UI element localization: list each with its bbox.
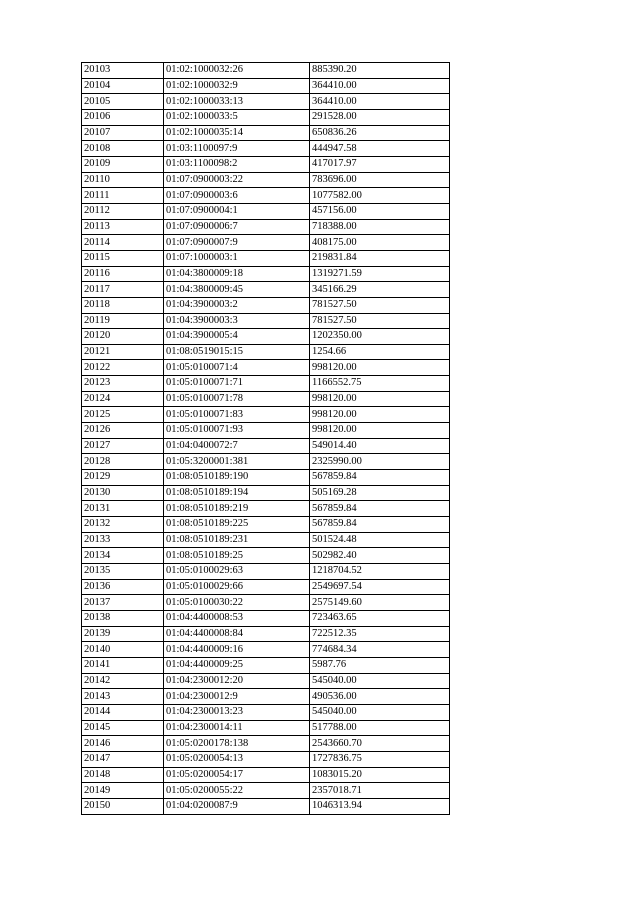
value-cell: 2549697.54 — [310, 579, 450, 595]
row-number-cell: 20150 — [82, 798, 164, 814]
cadastral-number-cell: 01:02:1000033:5 — [164, 109, 310, 125]
cadastral-number-cell: 01:07:0900007:9 — [164, 235, 310, 251]
row-number-cell: 20139 — [82, 626, 164, 642]
row-number-cell: 20107 — [82, 125, 164, 141]
cadastral-number-cell: 01:03:1100097:9 — [164, 141, 310, 157]
data-table — [81, 62, 450, 815]
value-cell: 650836.26 — [310, 125, 450, 141]
table-row — [82, 141, 450, 157]
row-number-cell: 20132 — [82, 517, 164, 533]
table-row — [82, 736, 450, 752]
value-cell: 998120.00 — [310, 407, 450, 423]
value-cell: 549014.40 — [310, 438, 450, 454]
value-cell: 1202350.00 — [310, 329, 450, 345]
row-number-cell: 20131 — [82, 501, 164, 517]
row-number-cell: 20138 — [82, 610, 164, 626]
cadastral-number-cell: 01:05:0200054:17 — [164, 767, 310, 783]
table-row — [82, 642, 450, 658]
cadastral-number-cell: 01:04:3900003:2 — [164, 297, 310, 313]
cadastral-number-cell: 01:04:2300012:9 — [164, 689, 310, 705]
table-row — [82, 109, 450, 125]
cadastral-number-cell: 01:08:0510189:219 — [164, 501, 310, 517]
table-row — [82, 78, 450, 94]
table-row — [82, 125, 450, 141]
row-number-cell: 20119 — [82, 313, 164, 329]
row-number-cell: 20112 — [82, 203, 164, 219]
cadastral-number-cell: 01:04:0400072:7 — [164, 438, 310, 454]
table-row — [82, 517, 450, 533]
row-number-cell: 20115 — [82, 250, 164, 266]
table-row — [82, 313, 450, 329]
value-cell: 718388.00 — [310, 219, 450, 235]
cadastral-number-cell: 01:04:2300014:11 — [164, 720, 310, 736]
table-body — [82, 63, 450, 815]
table-row — [82, 783, 450, 799]
row-number-cell: 20134 — [82, 548, 164, 564]
table-row — [82, 610, 450, 626]
value-cell: 1166552.75 — [310, 376, 450, 392]
cadastral-number-cell: 01:07:0900004:1 — [164, 203, 310, 219]
value-cell: 291528.00 — [310, 109, 450, 125]
cadastral-number-cell: 01:05:0100029:63 — [164, 564, 310, 580]
cadastral-number-cell: 01:04:4400009:25 — [164, 657, 310, 673]
table-row — [82, 156, 450, 172]
row-number-cell: 20118 — [82, 297, 164, 313]
value-cell: 1077582.00 — [310, 188, 450, 204]
table-row — [82, 579, 450, 595]
table-row — [82, 704, 450, 720]
row-number-cell: 20136 — [82, 579, 164, 595]
row-number-cell: 20137 — [82, 595, 164, 611]
cadastral-number-cell: 01:04:4400008:53 — [164, 610, 310, 626]
table-row — [82, 329, 450, 345]
row-number-cell: 20133 — [82, 532, 164, 548]
table-row — [82, 564, 450, 580]
row-number-cell: 20146 — [82, 736, 164, 752]
cadastral-number-cell: 01:07:0900006:7 — [164, 219, 310, 235]
value-cell: 885390.20 — [310, 63, 450, 79]
row-number-cell: 20123 — [82, 376, 164, 392]
cadastral-number-cell: 01:05:0100071:83 — [164, 407, 310, 423]
row-number-cell: 20125 — [82, 407, 164, 423]
value-cell: 457156.00 — [310, 203, 450, 219]
cadastral-number-cell: 01:07:1000003:1 — [164, 250, 310, 266]
row-number-cell: 20104 — [82, 78, 164, 94]
table-row — [82, 94, 450, 110]
value-cell: 783696.00 — [310, 172, 450, 188]
cadastral-number-cell: 01:02:1000035:14 — [164, 125, 310, 141]
row-number-cell: 20110 — [82, 172, 164, 188]
table-row — [82, 657, 450, 673]
row-number-cell: 20147 — [82, 751, 164, 767]
cadastral-number-cell: 01:04:3900005:4 — [164, 329, 310, 345]
value-cell: 364410.00 — [310, 94, 450, 110]
cadastral-number-cell: 01:08:0510189:194 — [164, 485, 310, 501]
value-cell: 501524.48 — [310, 532, 450, 548]
table-row — [82, 250, 450, 266]
row-number-cell: 20124 — [82, 391, 164, 407]
row-number-cell: 20127 — [82, 438, 164, 454]
value-cell: 998120.00 — [310, 391, 450, 407]
value-cell: 1218704.52 — [310, 564, 450, 580]
cadastral-number-cell: 01:04:4400008:84 — [164, 626, 310, 642]
table-row — [82, 767, 450, 783]
table-row — [82, 548, 450, 564]
row-number-cell: 20121 — [82, 344, 164, 360]
row-number-cell: 20122 — [82, 360, 164, 376]
value-cell: 219831.84 — [310, 250, 450, 266]
table-row — [82, 391, 450, 407]
row-number-cell: 20114 — [82, 235, 164, 251]
table-row — [82, 720, 450, 736]
table-row — [82, 673, 450, 689]
value-cell: 722512.35 — [310, 626, 450, 642]
cadastral-number-cell: 01:04:3800009:45 — [164, 282, 310, 298]
table-row — [82, 360, 450, 376]
cadastral-number-cell: 01:05:0200178:138 — [164, 736, 310, 752]
value-cell: 1727836.75 — [310, 751, 450, 767]
cadastral-number-cell: 01:02:1000033:13 — [164, 94, 310, 110]
table-row — [82, 438, 450, 454]
cadastral-number-cell: 01:05:0200054:13 — [164, 751, 310, 767]
value-cell: 5987.76 — [310, 657, 450, 673]
table-row — [82, 470, 450, 486]
value-cell: 444947.58 — [310, 141, 450, 157]
row-number-cell: 20143 — [82, 689, 164, 705]
row-number-cell: 20105 — [82, 94, 164, 110]
table-row — [82, 266, 450, 282]
value-cell: 1083015.20 — [310, 767, 450, 783]
row-number-cell: 20111 — [82, 188, 164, 204]
row-number-cell: 20128 — [82, 454, 164, 470]
value-cell: 1254.66 — [310, 344, 450, 360]
table-row — [82, 376, 450, 392]
cadastral-number-cell: 01:05:3200001:381 — [164, 454, 310, 470]
cadastral-number-cell: 01:03:1100098:2 — [164, 156, 310, 172]
cadastral-number-cell: 01:08:0510189:25 — [164, 548, 310, 564]
row-number-cell: 20135 — [82, 564, 164, 580]
cadastral-number-cell: 01:05:0100071:4 — [164, 360, 310, 376]
cadastral-number-cell: 01:05:0200055:22 — [164, 783, 310, 799]
value-cell: 502982.40 — [310, 548, 450, 564]
value-cell: 723463.65 — [310, 610, 450, 626]
row-number-cell: 20142 — [82, 673, 164, 689]
table-row — [82, 454, 450, 470]
cadastral-number-cell: 01:05:0100071:78 — [164, 391, 310, 407]
row-number-cell: 20120 — [82, 329, 164, 345]
row-number-cell: 20129 — [82, 470, 164, 486]
row-number-cell: 20149 — [82, 783, 164, 799]
table-row — [82, 282, 450, 298]
value-cell: 545040.00 — [310, 704, 450, 720]
row-number-cell: 20113 — [82, 219, 164, 235]
value-cell: 417017.97 — [310, 156, 450, 172]
value-cell: 364410.00 — [310, 78, 450, 94]
value-cell: 567859.84 — [310, 517, 450, 533]
value-cell: 2543660.70 — [310, 736, 450, 752]
cadastral-number-cell: 01:08:0510189:231 — [164, 532, 310, 548]
table-row — [82, 235, 450, 251]
row-number-cell: 20148 — [82, 767, 164, 783]
value-cell: 567859.84 — [310, 501, 450, 517]
cadastral-number-cell: 01:08:0510189:190 — [164, 470, 310, 486]
row-number-cell: 20103 — [82, 63, 164, 79]
cadastral-number-cell: 01:05:0100071:71 — [164, 376, 310, 392]
row-number-cell: 20126 — [82, 423, 164, 439]
value-cell: 408175.00 — [310, 235, 450, 251]
table-row — [82, 407, 450, 423]
row-number-cell: 20140 — [82, 642, 164, 658]
value-cell: 781527.50 — [310, 297, 450, 313]
value-cell: 2325990.00 — [310, 454, 450, 470]
cadastral-number-cell: 01:08:0519015:15 — [164, 344, 310, 360]
table-row — [82, 423, 450, 439]
table-row — [82, 501, 450, 517]
value-cell: 1319271.59 — [310, 266, 450, 282]
table-row — [82, 297, 450, 313]
cadastral-number-cell: 01:05:0100030:22 — [164, 595, 310, 611]
cadastral-number-cell: 01:02:1000032:26 — [164, 63, 310, 79]
value-cell: 998120.00 — [310, 423, 450, 439]
table-row — [82, 689, 450, 705]
value-cell: 2575149.60 — [310, 595, 450, 611]
cadastral-number-cell: 01:08:0510189:225 — [164, 517, 310, 533]
value-cell: 998120.00 — [310, 360, 450, 376]
table-row — [82, 532, 450, 548]
cadastral-number-cell: 01:07:0900003:22 — [164, 172, 310, 188]
value-cell: 545040.00 — [310, 673, 450, 689]
value-cell: 505169.28 — [310, 485, 450, 501]
table-row — [82, 63, 450, 79]
cadastral-number-cell: 01:04:3800009:18 — [164, 266, 310, 282]
value-cell: 781527.50 — [310, 313, 450, 329]
cadastral-number-cell: 01:04:0200087:9 — [164, 798, 310, 814]
cadastral-number-cell: 01:04:4400009:16 — [164, 642, 310, 658]
cadastral-number-cell: 01:04:2300013:23 — [164, 704, 310, 720]
table-row — [82, 344, 450, 360]
cadastral-number-cell: 01:04:3900003:3 — [164, 313, 310, 329]
row-number-cell: 20130 — [82, 485, 164, 501]
value-cell: 345166.29 — [310, 282, 450, 298]
table-row — [82, 751, 450, 767]
row-number-cell: 20144 — [82, 704, 164, 720]
cadastral-number-cell: 01:02:1000032:9 — [164, 78, 310, 94]
value-cell: 2357018.71 — [310, 783, 450, 799]
value-cell: 774684.34 — [310, 642, 450, 658]
cadastral-number-cell: 01:05:0100071:93 — [164, 423, 310, 439]
table-row — [82, 188, 450, 204]
value-cell: 517788.00 — [310, 720, 450, 736]
table-row — [82, 595, 450, 611]
cadastral-number-cell: 01:04:2300012:20 — [164, 673, 310, 689]
row-number-cell: 20106 — [82, 109, 164, 125]
value-cell: 490536.00 — [310, 689, 450, 705]
row-number-cell: 20117 — [82, 282, 164, 298]
cadastral-number-cell: 01:05:0100029:66 — [164, 579, 310, 595]
value-cell: 567859.84 — [310, 470, 450, 486]
row-number-cell: 20145 — [82, 720, 164, 736]
row-number-cell: 20116 — [82, 266, 164, 282]
table-row — [82, 626, 450, 642]
row-number-cell: 20108 — [82, 141, 164, 157]
row-number-cell: 20141 — [82, 657, 164, 673]
table-row — [82, 485, 450, 501]
value-cell: 1046313.94 — [310, 798, 450, 814]
table-row — [82, 203, 450, 219]
row-number-cell: 20109 — [82, 156, 164, 172]
table-row — [82, 219, 450, 235]
table-row — [82, 172, 450, 188]
table-row — [82, 798, 450, 814]
cadastral-number-cell: 01:07:0900003:6 — [164, 188, 310, 204]
